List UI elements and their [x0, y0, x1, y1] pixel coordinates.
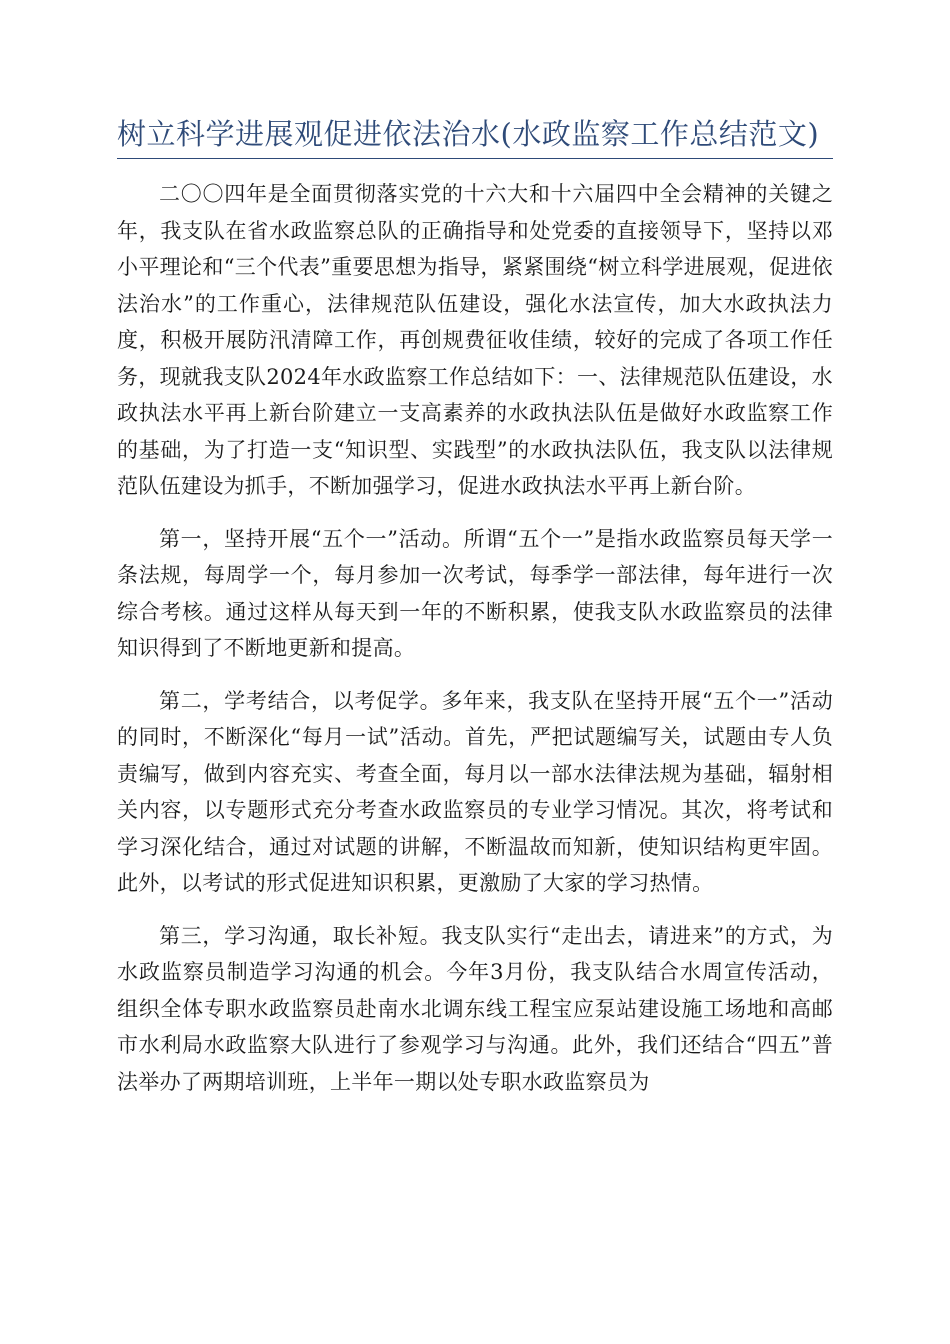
paragraph-second-point: 第二，学考结合，以考促学。多年来，我支队在坚持开展“五个一”活动的同时，不断深化“每月一试”活动。首先，严把试题编写关，试题由专人负责编写，做到内容充实、考查全面，每月以一部水法律法规为基础，辐射相关内容，以专题形式充分考查水政监察员的专业学习情况。其次，将考试和学习深化结合，通过对试题的讲解，不断温故而知新，使知识结构更牢固。此外，以考试的形式促进知识积累，更激励了大家的学习热情。 [117, 688, 833, 895]
paragraph-first-point: 第一，坚持开展“五个一”活动。所谓“五个一”是指水政监察员每天学一条法规，每周学一个，每月参加一次考试，每季学一部法律，每年进行一次综合考核。通过这样从每天到一年的不断积累，使我支队水政监察员的法律知识得到了不断地更新和提高。 [117, 526, 833, 660]
document-title: 树立科学进展观促进依法治水(水政监察工作总结范文) [117, 112, 833, 159]
paragraph-intro: 二〇〇四年是全面贯彻落实党的十六大和十六届四中全会精神的关键之年，我支队在省水政监察总队的正确指导和处党委的直接领导下，坚持以邓小平理论和“三个代表”重要思想为指导，紧紧围绕“树立科学进展观，促进依法治水”的工作重心，法律规范队伍建设，强化水法宣传，加大水政执法力度，积极开展防汛清障工作，再创规费征收佳绩，较好的完成了各项工作任务，现就我支队2024年水政监察工作总结如下：一、法律规范队伍建设，水政执法水平再上新台阶建立一支高素养的水政执法队伍是做好水政监察工作的基础，为了打造一支“知识型、实践型”的水政执法队伍，我支队以法律规范队伍建设为抓手，不断加强学习，促进水政执法水平再上新台阶。 [117, 182, 833, 498]
paragraph-third-point: 第三，学习沟通，取长补短。我支队实行“走出去，请进来”的方式，为水政监察员制造学习沟通的机会。今年3月份，我支队结合水周宣传活动，组织全体专职水政监察员赴南水北调东线工程宝应泵站建设施工场地和高邮市水利局水政监察大队进行了参观学习与沟通。此外，我们还结合“四五”普法举办了两期培训班，上半年一期以处专职水政监察员为 [117, 923, 833, 1094]
document-body [117, 176, 833, 1116]
